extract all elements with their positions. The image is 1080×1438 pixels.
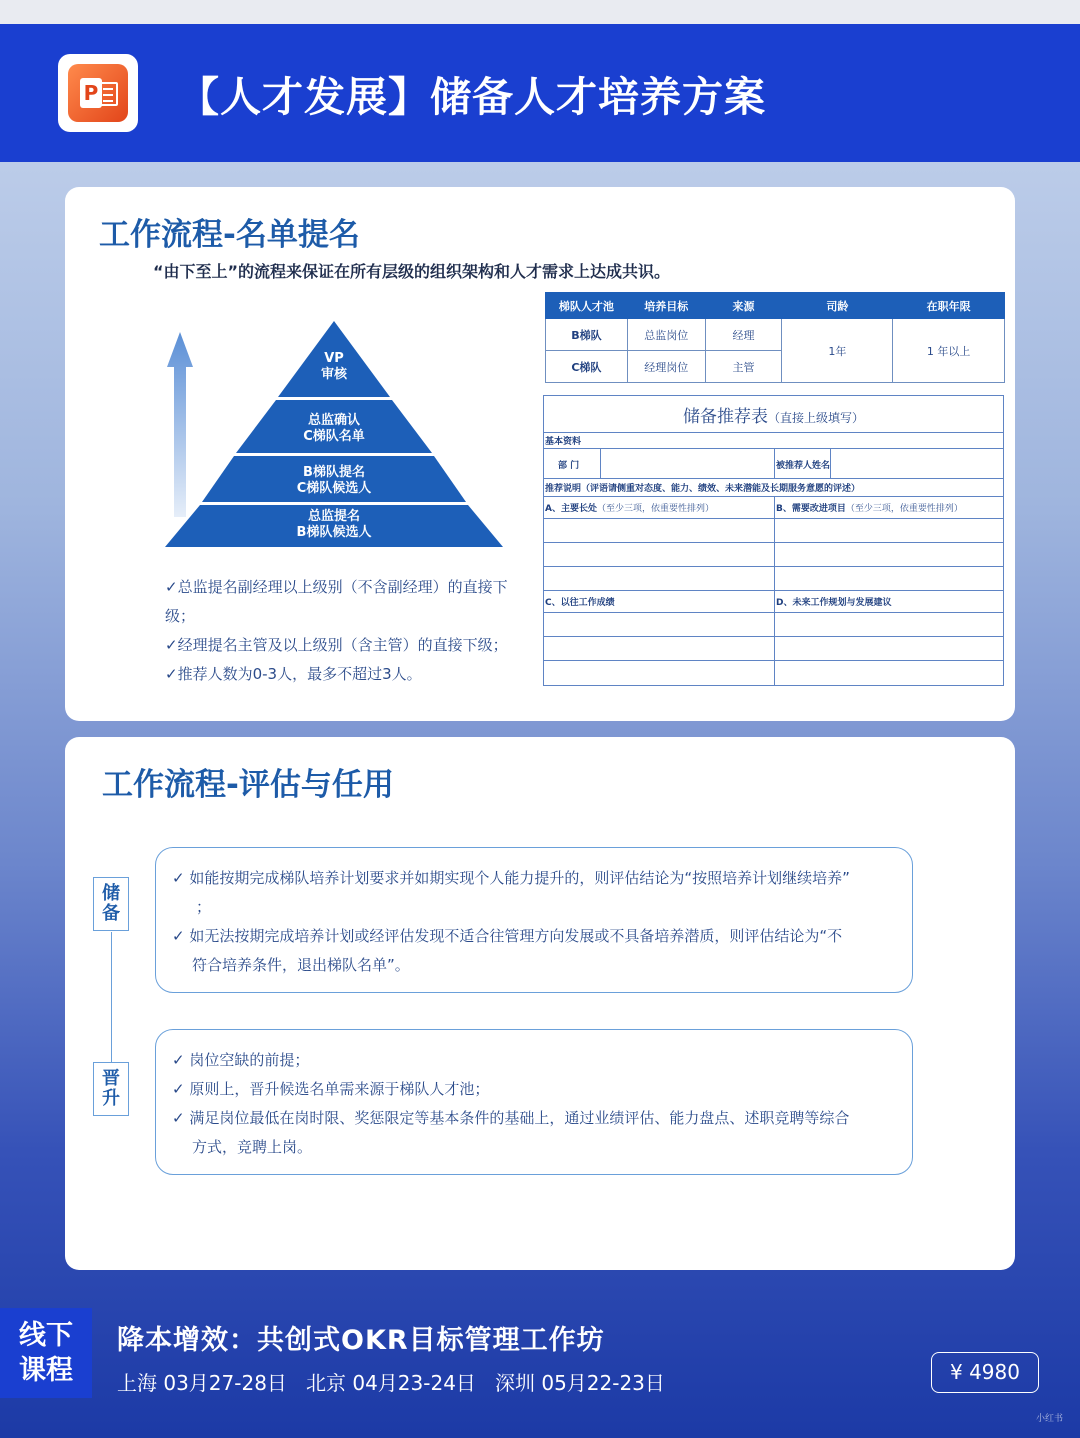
pyramid-label-4: 总监提名 B梯队候选人 [296,509,372,540]
status-strip [0,0,1080,24]
list-item: ✓ 如无法按期完成培养计划或经评估发现不适合往管理方向发展或不具备培养潜质，则评估结论为“不 [172,927,843,945]
connector-line [111,932,112,1062]
recommendation-form [543,395,1004,686]
form-d-label: D、未来工作规划与发展建议 [776,598,892,608]
form-rec-note: 推荐说明（评语请侧重对态度、能力、绩效、未来潜能及长期服务意愿的评述） [545,484,861,494]
talent-pool-table [545,292,1005,383]
nomination-rules [165,573,525,689]
table-header: 来源 [705,293,782,319]
reserve-evaluation-box [155,847,913,993]
offline-course-badge: 线下 课程 [0,1308,92,1398]
list-item: ✓ 满足岗位最低在岗时限、奖惩限定等基本条件的基础上，通过业绩评估、能力盘点、述职竞聘等综合 [172,1109,850,1127]
up-arrow-icon [167,332,193,517]
slide-card-nomination [65,187,1015,721]
form-a-label: A、主要长处（至少三项，依重要性排列） [545,504,714,514]
price-button[interactable]: ¥ 4980 [931,1352,1039,1393]
form-dept-label: 部 门 [558,461,580,471]
page-title: 【人才发展】储备人才培养方案 [178,73,766,121]
tag-promotion: 晋升 [93,1062,129,1116]
powerpoint-icon: P [58,54,138,132]
section-title: 工作流程-名单提名 [99,217,360,253]
pyramid-label-3: B梯队提名 C梯队候选人 [296,465,372,496]
form-title: 储备推荐表（直接上级填写） [682,407,864,427]
form-b-label: B、需要改进项目（至少三项，依重要性排列） [776,504,963,514]
list-item: ✓ 岗位空缺的前提； [172,1051,310,1069]
rule-item: ✓总监提名副经理以上级别（不含副经理）的直接下级； [165,578,508,625]
rule-item: ✓经理提名主管及以上级别（含主管）的直接下级； [165,636,508,654]
table-header: 在职年限 [893,293,1005,319]
list-item: ； [196,898,212,916]
watermark: 小红书 [1036,1414,1064,1424]
table-header: 培养目标 [627,293,705,319]
table-row: C梯队 经理岗位 主管 [546,351,1005,383]
form-basic-info: 基本资料 [545,437,582,447]
course-title[interactable]: 降本增效：共创式OKR目标管理工作坊 [117,1325,605,1356]
section-title: 工作流程-评估与任用 [102,767,394,803]
header-bar [0,24,1080,162]
list-item: ✓ 原则上，晋升候选名单需来源于梯队人才池； [172,1080,490,1098]
form-nominee-label: 被推荐人姓名 [776,461,831,471]
tag-reserve: 储备 [93,877,129,931]
list-item: ✓ 如能按期完成梯队培养计划要求并如期实现个人能力提升的，则评估结论为“按照培养计划继续培养” [172,869,850,887]
rule-item: ✓推荐人数为0-3人，最多不超过3人。 [165,665,422,683]
section-subtitle: “由下至上”的流程来保证在所有层级的组织架构和人才需求上达成共识。 [153,262,671,281]
pyramid-label-1: VP 审核 [320,351,347,382]
list-item: 符合培养条件，退出梯队名单”。 [192,956,410,974]
list-item: 方式，竞聘上岗。 [192,1138,313,1156]
slide-card-evaluation [65,737,1015,1270]
pyramid-label-2: 总监确认 C梯队名单 [303,413,365,444]
table-header: 司龄 [782,293,893,319]
table-row: B梯队 总监岗位 经理 1年 1 年以上 [546,319,1005,351]
promotion-criteria-box [155,1029,913,1175]
course-schedule: 上海 03月27-28日 北京 04月23-24日 深圳 05月22-23日 [117,1371,665,1395]
table-header: 梯队人才池 [546,293,628,319]
form-c-label: C、以往工作成绩 [545,598,615,608]
